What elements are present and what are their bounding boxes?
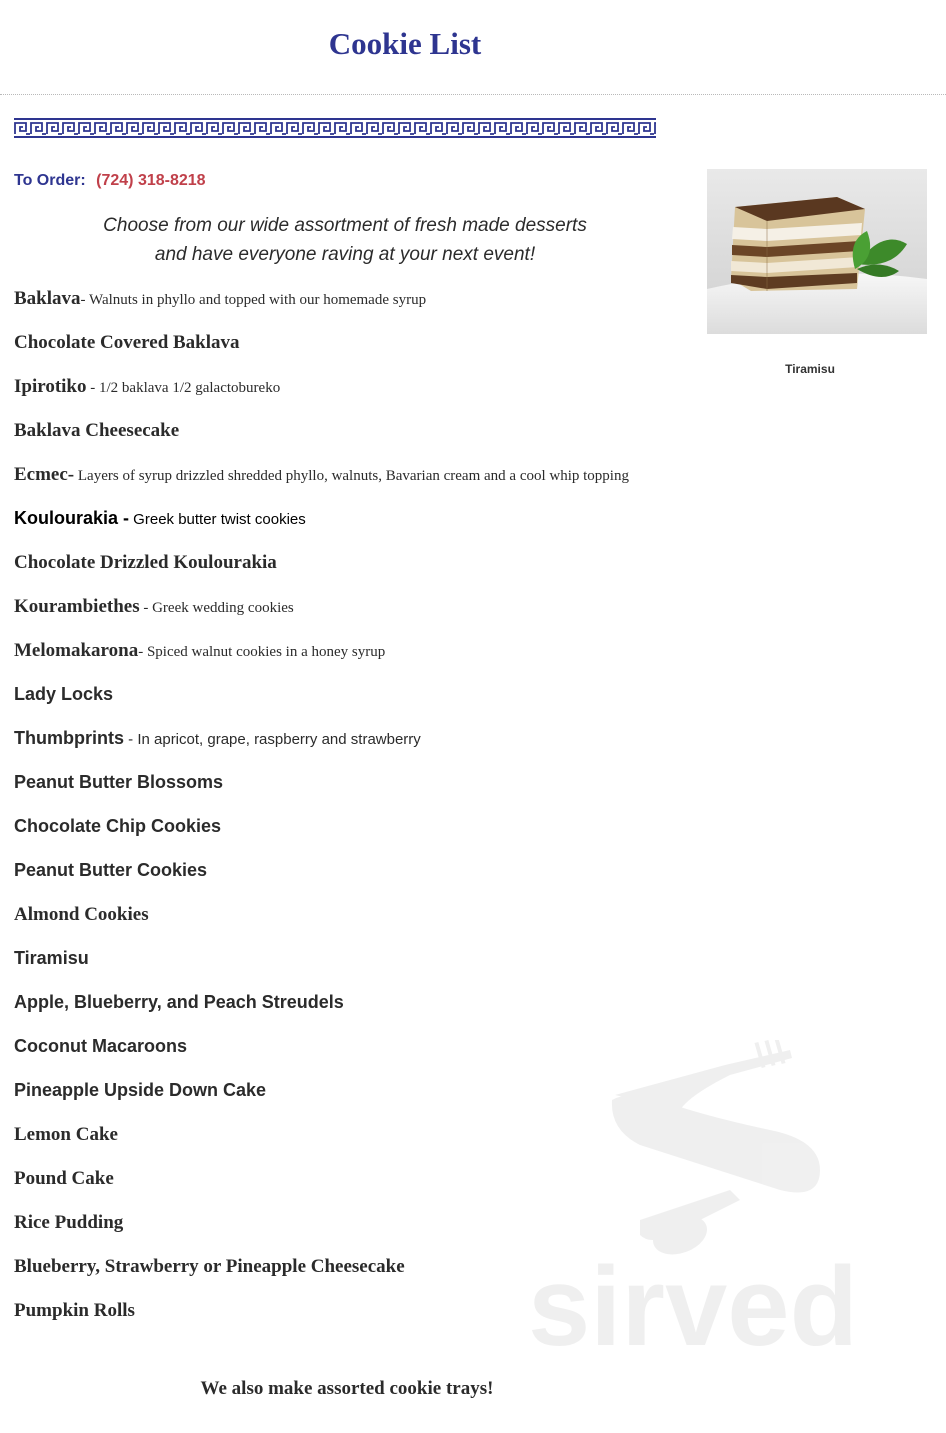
- menu-item: [14, 860, 207, 881]
- menu-item-desc: Layers of syrup drizzled shredded phyllo, walnuts, Bavarian cream and a cool whip topping: [74, 468, 629, 484]
- menu-item-desc: - Spiced walnut cookies in a honey syrup: [138, 644, 386, 660]
- menu-item: [14, 464, 629, 486]
- menu-item-name: Blueberry, Strawberry or Pineapple Cheesecake: [14, 1256, 405, 1277]
- menu-item-name: Coconut Macaroons: [14, 1036, 188, 1056]
- photo-caption: Tiramisu: [785, 362, 835, 376]
- menu-item: [14, 904, 149, 926]
- cookie-trays-note: We also make assorted cookie trays!: [200, 1378, 494, 1399]
- menu-item-name: Almond Cookies: [14, 904, 149, 925]
- menu-item: [14, 992, 344, 1013]
- menu-item-name: Chocolate Chip Cookies: [14, 816, 222, 836]
- menu-item-name: Thumbprints: [14, 728, 124, 748]
- menu-item-name: Melomakarona: [14, 640, 139, 661]
- menu-item-desc: - In apricot, grape, raspberry and strawberry: [124, 731, 421, 748]
- menu-item-name: Chocolate Covered Baklava: [14, 332, 240, 353]
- order-phone[interactable]: (724) 318-8218: [96, 172, 206, 189]
- menu-item: [14, 948, 89, 969]
- tiramisu-photo: [707, 169, 927, 334]
- menu-item: [14, 552, 277, 574]
- page-title: Cookie List: [328, 26, 482, 61]
- menu-item-name: Ipirotiko: [14, 376, 87, 397]
- order-line: [14, 172, 206, 190]
- dotted-divider: [0, 94, 946, 95]
- menu-item: [14, 1080, 266, 1101]
- menu-item: [14, 508, 306, 529]
- menu-item-desc: - 1/2 baklava 1/2 galactobureko: [86, 380, 281, 396]
- menu-item: [14, 596, 294, 618]
- menu-item: [14, 728, 421, 749]
- menu-item: [14, 1124, 118, 1146]
- menu-item: [14, 684, 113, 705]
- menu-item-name: Pineapple Upside Down Cake: [14, 1080, 267, 1100]
- menu-item-desc: - Greek wedding cookies: [139, 600, 294, 616]
- menu-item-name: Apple, Blueberry, and Peach Streudels: [14, 992, 344, 1012]
- menu-item-name: Lady Locks: [14, 684, 114, 704]
- menu-item-name: Baklava: [14, 288, 81, 309]
- menu-item: [14, 288, 426, 310]
- menu-item: [14, 1300, 135, 1322]
- watermark-text: sirved: [528, 1244, 858, 1360]
- menu-item-name: Peanut Butter Blossoms: [14, 772, 224, 792]
- menu-item: [14, 1168, 114, 1190]
- tagline: [0, 211, 690, 269]
- menu-item: [14, 376, 280, 398]
- greek-key-border: [14, 118, 656, 138]
- menu-item: [14, 332, 240, 354]
- menu-item-name: Kourambiethes: [14, 596, 140, 617]
- menu-item-name: Pumpkin Rolls: [14, 1300, 135, 1321]
- menu-item: [14, 640, 385, 662]
- menu-item: [14, 420, 179, 442]
- menu-item-name: Peanut Butter Cookies: [14, 860, 208, 880]
- menu-item-name: Koulourakia -: [14, 508, 130, 528]
- menu-item: [14, 1212, 123, 1234]
- menu-item: [14, 1256, 405, 1278]
- menu-item-name: Rice Pudding: [14, 1212, 124, 1233]
- menu-item-name: Tiramisu: [14, 948, 89, 968]
- tagline-line-2: and have everyone raving at your next event!: [154, 244, 536, 265]
- menu-item-name: Baklava Cheesecake: [14, 420, 180, 441]
- menu-item-desc: - Walnuts in phyllo and topped with our homemade syrup: [80, 292, 427, 308]
- menu-item-name: Chocolate Drizzled Koulourakia: [14, 552, 277, 573]
- tagline-line-1: Choose from our wide assortment of fresh made desserts: [103, 215, 587, 236]
- menu-item-name: Ecmec-: [14, 464, 75, 485]
- menu-item-desc: Greek butter twist cookies: [129, 511, 306, 528]
- sirved-watermark: [520, 1040, 900, 1360]
- menu-item-name: Lemon Cake: [14, 1124, 118, 1145]
- menu-item-name: Pound Cake: [14, 1168, 114, 1189]
- menu-item: [14, 1036, 187, 1057]
- order-label: To Order:: [14, 172, 86, 189]
- menu-item: [14, 816, 221, 837]
- menu-item: [14, 772, 223, 793]
